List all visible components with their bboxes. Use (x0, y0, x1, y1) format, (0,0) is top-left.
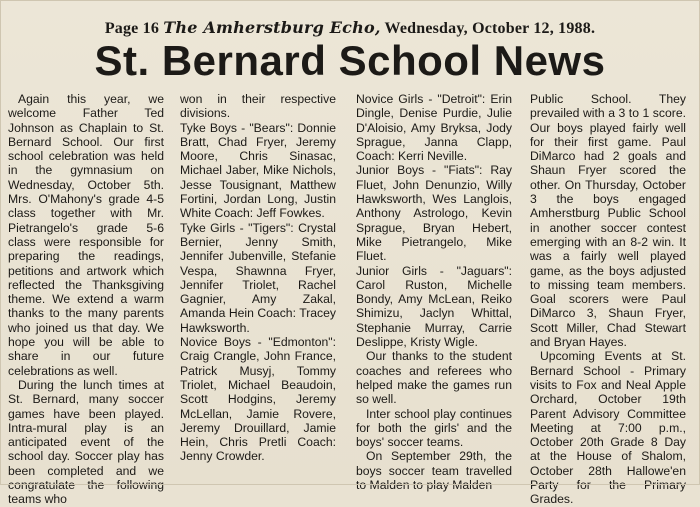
article-paragraph: Inter school play continues for both the girls' and the boys' soccer teams. (356, 406, 512, 450)
article-paragraph: Tyke Boys - "Bears": Donnie Bratt, Chad Fryer, Jeremy Moore, Chris Sinasac, Michael Jaber, Mike Nichols, Jesse Tousignant, Matthew Fortini, Jordan Long, Justin White Coach: Jeff Fowkes. (180, 120, 336, 221)
column-1 (8, 92, 164, 507)
issue-date: Wednesday, October 12, 1988. (384, 20, 596, 37)
page-number: Page 16 (104, 20, 160, 37)
article-paragraph: Upcoming Events at St. Bernard School - Primary visits to Fox and Neal Apple Orchard, October 19th Parent Advisory Committee Meeting at 7:00 p.m., October 20th Grade 8 Day at the House of Shalom, October 28th Hallowe'en Party for the Primary Grades. (530, 349, 686, 507)
headline: St. Bernard School News (94, 37, 606, 84)
article-paragraph: Junior Girls - "Jaguars": Carol Ruston, Michelle Bondy, Amy McLean, Reiko Shimizu, Jaclyn Whittal, Stephanie Murray, Carrie Deslippe, Kristy Wigle. (356, 263, 512, 350)
article-paragraph: Again this year, we welcome Father Ted Johnson as Chaplain to St. Bernard School. Our first school celebration was held in the gymnasium on Wednesday, October 5th. Mrs. O'Mahony's grade 4-5 class together with Mr. Pietrangelo's grade 5-6 class were responsible for preparing the readings, petitions and artwork which reflected the Thanksgiving theme. We extend a warm thanks to the many parents who joined us that day. We hope you will be able to share in our future celebrations as well. (8, 92, 164, 378)
article-paragraph: Our thanks to the student coaches and referees who helped make the games run so well. (356, 349, 512, 407)
article-paragraph: Tyke Girls - "Tigers": Crystal Bernier, Jenny Smith, Jennifer Jubenville, Stefanie Vespa, Shawnna Fryer, Jennifer Triolet, Rachel Gagnier, Amy Zakal, Amanda Hein Coach: Tracey Hawksworth. (180, 220, 336, 335)
article-paragraph: Novice Girls - "Detroit": Erin Dingle, Denise Purdie, Julie D'Aloisio, Amy Bryksa, Jody Sprague, Janna Clapp, Coach: Kerri Neville. (356, 92, 512, 164)
article-paragraph: On September 29th, the boys soccer team travelled to Malden to play Malden (356, 449, 512, 493)
masthead (0, 18, 700, 38)
article-paragraph: won in their respective divisions. (180, 92, 336, 121)
paper-name: The Amherstburg Echo, (163, 18, 381, 37)
column-3 (356, 92, 512, 492)
column-2 (180, 92, 336, 464)
article-paragraph: Public School. They prevailed with a 3 to 1 score. Our boys played fairly well for their first game. Paul DiMarco had 2 goals and Shaun Fryer scored the other. On Thursday, October 3 the boys engaged Amherstburg Public School in another soccer contest emerging with an 8-2 win. It was a fairly well played game, as the boys adjusted to missing team members. Goal scorers were Paul DiMarco 3, Shaun Fryer, Scott Miller, Chad Stewart and Bryan Hayes. (530, 92, 686, 350)
column-4 (530, 92, 686, 507)
article-paragraph: During the lunch times at St. Bernard, many soccer games have been played. Intra-mural play is an anticipated event of the school day. Soccer play has been completed and we congratulate the following teams who (8, 377, 164, 507)
article-paragraph: Novice Boys - "Edmonton": Craig Crangle, John France, Patrick Musyj, Tommy Triolet, Michael Beaudoin, Scott Hodgins, Jeremy McLellan, Jamie Rovere, Jeremy Drouillard, Jamie Hein, Chris Pretli Coach: Jenny Crowder. (180, 335, 336, 464)
article-paragraph: Junior Boys - "Fiats": Ray Fluet, John Denunzio, Willy Hawksworth, Wes Langlois, Anthony Astrologo, Kevin Sprague, Bryan Hebert, Mike Pietrangelo, Mike Fluet. (356, 163, 512, 264)
